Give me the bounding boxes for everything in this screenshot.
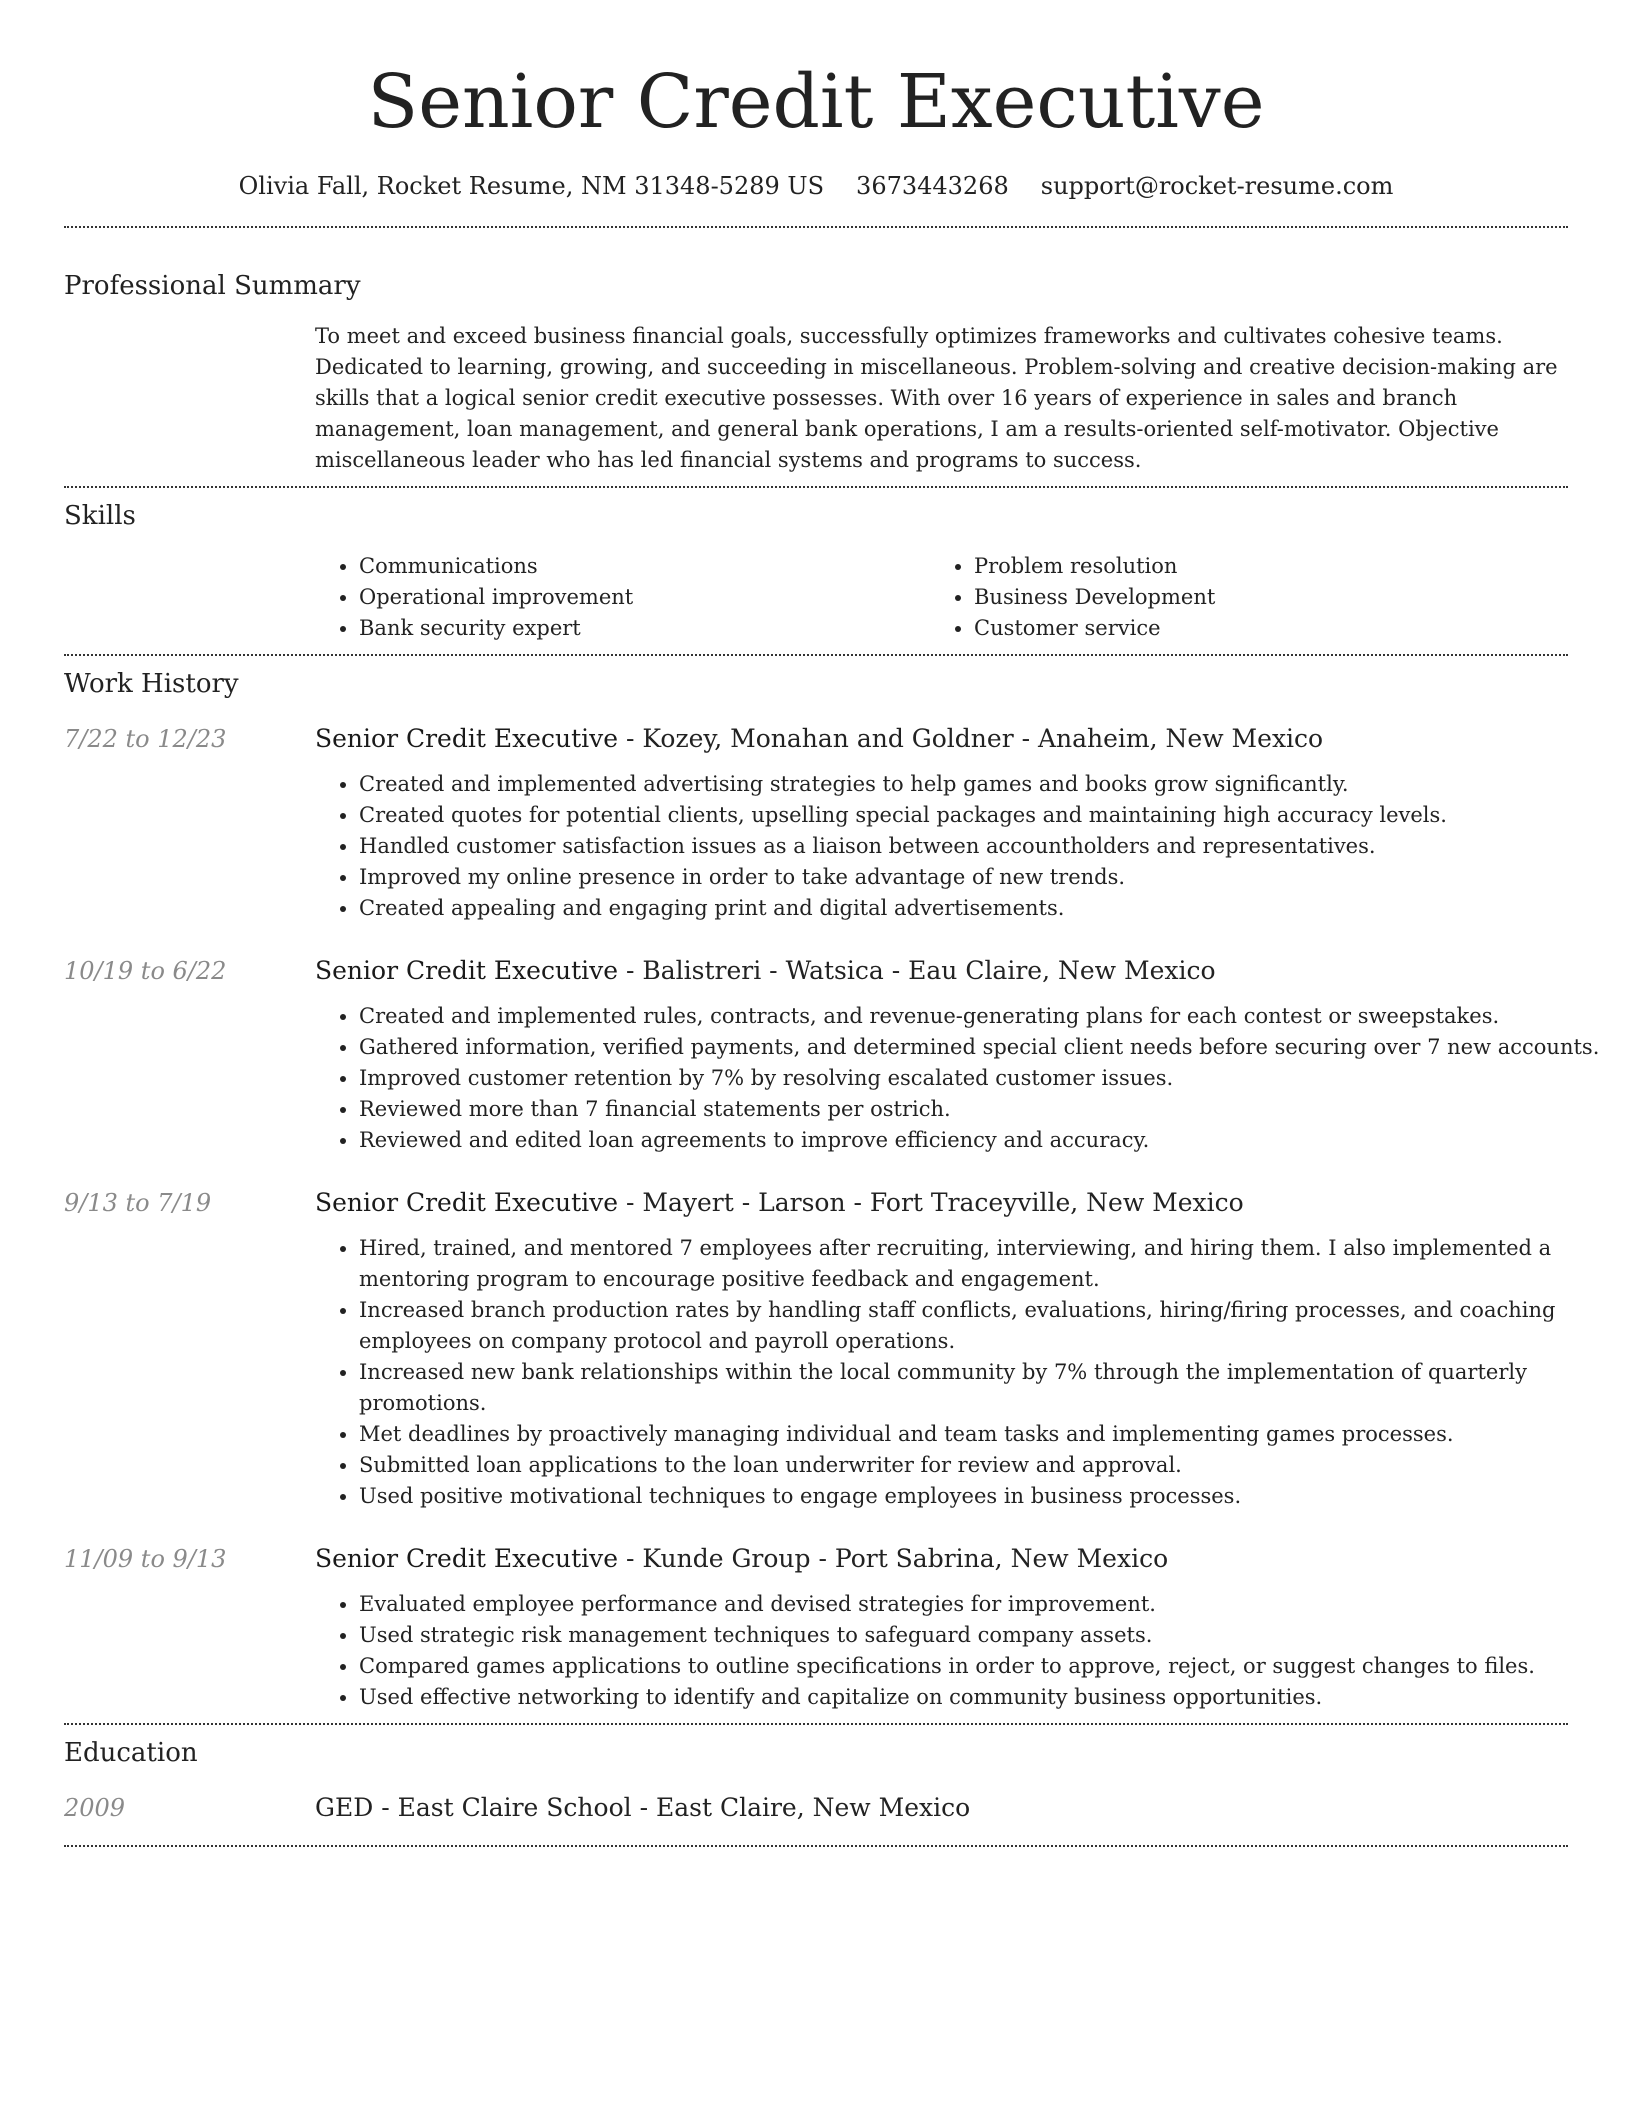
section-divider bbox=[64, 654, 1568, 656]
job-role: Senior Credit Executive bbox=[315, 1544, 619, 1573]
job-heading bbox=[315, 1185, 1568, 1221]
job-bullet: • Met deadlines by proactively managing individual and team tasks and implementing games processes. bbox=[359, 1419, 1612, 1450]
job-heading bbox=[315, 1541, 1568, 1577]
skill-item: • Business Development bbox=[974, 582, 1545, 613]
job-company: - Kozey, Monahan and Goldner - Anaheim, New Mexico bbox=[618, 724, 1324, 753]
job-bullet: • Increased new bank relationships within the local community by 7% through the implementation of quarterly promotions. bbox=[359, 1357, 1612, 1419]
job-entry bbox=[64, 953, 1600, 1156]
skills-section bbox=[64, 498, 1568, 644]
work-section bbox=[64, 666, 1600, 1713]
section-divider bbox=[64, 486, 1568, 488]
summary-section bbox=[64, 268, 1568, 476]
job-bullets bbox=[315, 769, 1612, 924]
job-role: Senior Credit Executive bbox=[315, 956, 619, 985]
education-detail: GED - East Claire School - East Claire, New Mexico bbox=[315, 1793, 971, 1822]
job-bullet: • Submitted loan applications to the loan underwriter for review and approval. bbox=[359, 1450, 1612, 1481]
education-entry bbox=[64, 1790, 1568, 1826]
job-dates: 7/22 to 12/23 bbox=[64, 725, 227, 753]
skill-item: • Problem resolution bbox=[974, 551, 1545, 582]
job-heading bbox=[315, 953, 1568, 989]
summary-heading: Professional Summary bbox=[64, 271, 361, 301]
job-company: - Kunde Group - Port Sabrina, New Mexico bbox=[618, 1544, 1169, 1573]
job-bullets bbox=[315, 1233, 1612, 1512]
summary-text: To meet and exceed business financial goals, successfully optimizes frameworks and cultivates cohesive teams. Dedicated to learning, growing, and succeeding in miscellaneous. Problem-solving and creative decision-making are skills that a logical senior credit executive possesses. With over 16 years of experience in sales and branch management, loan management, and general bank operations, I am a results-oriented self-motivator. Objective miscellaneous leader who has led financial systems and programs to success. bbox=[315, 324, 1558, 472]
job-bullets bbox=[315, 1001, 1612, 1156]
contact-email: support@rocket-resume.com bbox=[1040, 172, 1394, 200]
job-role: Senior Credit Executive bbox=[315, 724, 619, 753]
skill-item: • Bank security expert bbox=[359, 613, 930, 644]
job-entry bbox=[64, 721, 1568, 924]
job-bullet: • Improved my online presence in order to take advantage of new trends. bbox=[359, 862, 1612, 893]
job-dates: 9/13 to 7/19 bbox=[64, 1189, 212, 1217]
education-heading: Education bbox=[64, 1738, 198, 1768]
job-heading bbox=[315, 721, 1568, 757]
job-bullet: • Gathered information, verified payments, and determined special client needs before securing over 7 new accounts. bbox=[359, 1032, 1612, 1063]
summary-body bbox=[315, 321, 1568, 476]
skill-item: • Customer service bbox=[974, 613, 1545, 644]
job-entry bbox=[64, 1541, 1568, 1713]
job-bullets bbox=[315, 1589, 1612, 1713]
job-bullet: • Created quotes for potential clients, upselling special packages and maintaining high accuracy levels. bbox=[359, 800, 1612, 831]
job-bullet: • Used positive motivational techniques to engage employees in business processes. bbox=[359, 1481, 1612, 1512]
work-heading: Work History bbox=[64, 669, 239, 699]
education-section bbox=[64, 1735, 1568, 1826]
job-bullet: • Improved customer retention by 7% by resolving escalated customer issues. bbox=[359, 1063, 1612, 1094]
job-company: - Balistreri - Watsica - Eau Claire, New Mexico bbox=[618, 956, 1216, 985]
section-divider bbox=[64, 1723, 1568, 1725]
skills-heading: Skills bbox=[64, 501, 136, 531]
contact-line bbox=[64, 166, 1568, 206]
resume-title: Senior Credit Executive bbox=[367, 59, 1265, 145]
job-bullet: • Reviewed more than 7 financial statements per ostrich. bbox=[359, 1094, 1612, 1125]
job-bullet: • Compared games applications to outline specifications in order to approve, reject, or suggest changes to files. bbox=[359, 1651, 1612, 1682]
skills-list bbox=[315, 551, 1568, 644]
job-bullet: • Created and implemented advertising strategies to help games and books grow significantly. bbox=[359, 769, 1612, 800]
job-dates: 10/19 to 6/22 bbox=[64, 957, 227, 985]
skill-item: • Communications bbox=[359, 551, 930, 582]
job-entry bbox=[64, 1185, 1568, 1512]
resume-page bbox=[64, 0, 1600, 1847]
education-date: 2009 bbox=[64, 1794, 126, 1822]
section-divider bbox=[64, 226, 1568, 228]
skills-column-left bbox=[315, 551, 930, 644]
job-bullet: • Used strategic risk management techniques to safeguard company assets. bbox=[359, 1620, 1612, 1651]
contact-address: Olivia Fall, Rocket Resume, NM 31348-5289 US bbox=[238, 172, 825, 200]
contact-phone: 3673443268 bbox=[856, 172, 1009, 200]
job-bullet: • Handled customer satisfaction issues as a liaison between accountholders and representatives. bbox=[359, 831, 1612, 862]
job-bullet: • Created appealing and engaging print and digital advertisements. bbox=[359, 893, 1612, 924]
section-divider bbox=[64, 1845, 1568, 1847]
skill-item: • Operational improvement bbox=[359, 582, 930, 613]
job-bullet: • Hired, trained, and mentored 7 employees after recruiting, interviewing, and hiring them. I also implemented a mentoring program to encourage positive feedback and engagement. bbox=[359, 1233, 1612, 1295]
job-bullet: • Evaluated employee performance and devised strategies for improvement. bbox=[359, 1589, 1612, 1620]
job-bullet: • Created and implemented rules, contracts, and revenue-generating plans for each contest or sweepstakes. bbox=[359, 1001, 1612, 1032]
skills-column-right bbox=[930, 551, 1545, 644]
job-company: - Mayert - Larson - Fort Traceyville, New Mexico bbox=[618, 1188, 1244, 1217]
job-dates: 11/09 to 9/13 bbox=[64, 1545, 227, 1573]
job-bullet: • Used effective networking to identify and capitalize on community business opportunities. bbox=[359, 1682, 1612, 1713]
job-bullet: • Reviewed and edited loan agreements to improve efficiency and accuracy. bbox=[359, 1125, 1612, 1156]
job-role: Senior Credit Executive bbox=[315, 1188, 619, 1217]
job-bullet: • Increased branch production rates by handling staff conflicts, evaluations, hiring/firing processes, and coaching employees on company protocol and payroll operations. bbox=[359, 1295, 1612, 1357]
